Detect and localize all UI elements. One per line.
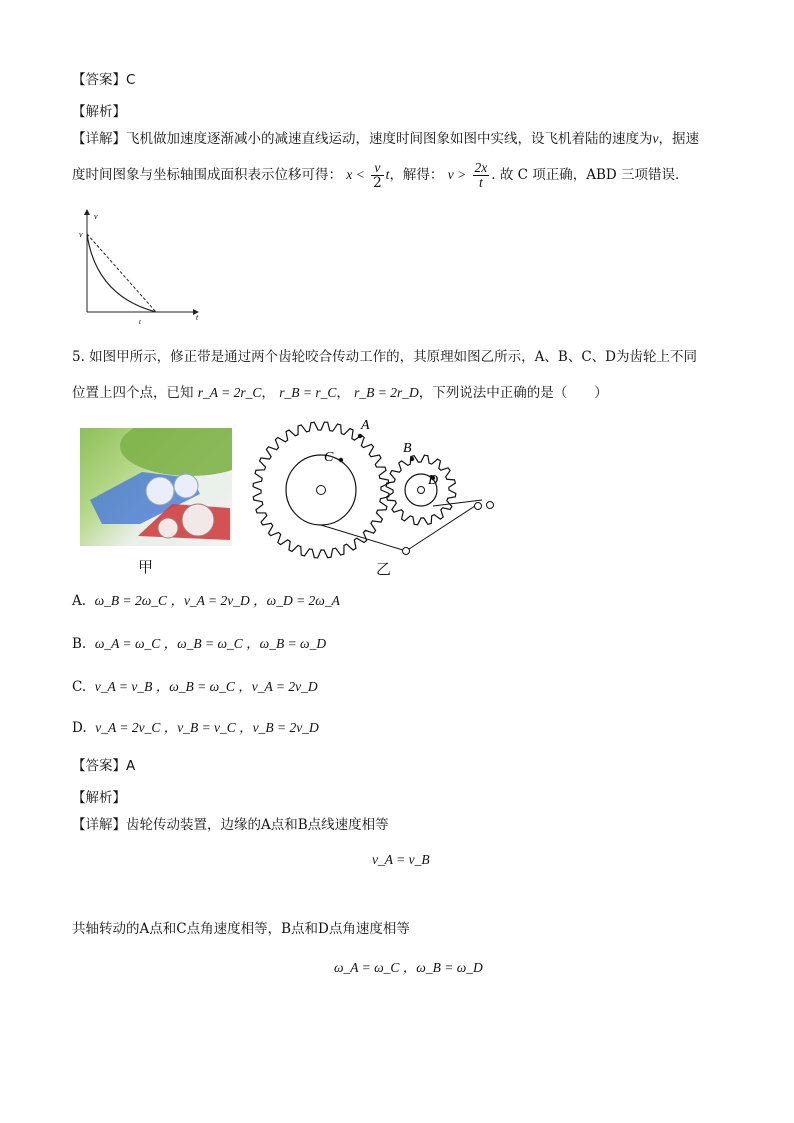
small-gear-axle xyxy=(418,487,425,494)
option-b-label: B. xyxy=(72,636,87,652)
option-b[interactable] xyxy=(72,633,326,655)
caption-jia: 甲 xyxy=(138,558,154,576)
label-c: C xyxy=(324,450,334,465)
option-a-text: ω_B = 2ω_C ，v_A = 2v_D ，ω_D = 2ω_A xyxy=(94,593,340,608)
given-1: r_A = 2r_C xyxy=(197,385,262,400)
dashed-uniform-line xyxy=(87,234,156,312)
detail-line-2-q4 xyxy=(72,157,689,193)
fraction-v-over-2: $\frac{v}{2}$ xyxy=(373,160,382,191)
analysis-heading-q5: 【解析】 xyxy=(72,790,126,806)
detail-line-1-q5 xyxy=(72,814,389,836)
t0-label: t xyxy=(139,318,141,326)
label-a: A xyxy=(361,418,370,433)
equation-va-vb: v_A = v_B xyxy=(372,852,430,867)
answer-value-q5: A xyxy=(126,758,136,774)
correction-tape-illustration xyxy=(80,428,232,546)
v0-label: v xyxy=(79,230,83,239)
option-c-text: v_A = v_B ，ω_B = ω_C ，v_A = 2v_D xyxy=(94,679,318,694)
point-a-dot xyxy=(358,434,362,438)
detail-text-1-end: ，据速 xyxy=(658,131,699,147)
answer-value: C xyxy=(126,72,136,88)
tape-roller-1 xyxy=(403,548,410,555)
detail-line-1-q4 xyxy=(72,128,699,150)
detail-text-2c: . 故 C 项正确，ABD 三项错误． xyxy=(491,167,689,183)
tape-segment-1 xyxy=(321,525,406,551)
inequality-2-lhs: v > xyxy=(447,167,467,182)
option-a[interactable] xyxy=(72,590,340,612)
option-d-text: v_A = 2v_C ，v_B = v_C ，v_B = 2v_D xyxy=(95,720,319,735)
detail-text-2b: ，解得： xyxy=(389,167,444,183)
inequality-1-t: t xyxy=(385,167,390,182)
tape-segment-2 xyxy=(406,504,478,551)
analysis-tag-q5: 解析 xyxy=(85,790,113,806)
detail-line-2-q5: 共轴转动的A点和C点角速度相等，B点和D点角速度相等 xyxy=(72,921,410,937)
large-gear-axle xyxy=(317,486,326,495)
option-b-text: ω_A = ω_C ，ω_B = ω_C ，ω_B = ω_D xyxy=(94,636,327,651)
small-gear xyxy=(386,455,456,525)
given-3: r_B = 2r_D xyxy=(354,385,419,400)
point-b-dot xyxy=(410,457,414,461)
detail-text-2a: 度时间图象与坐标轴围成面积表示位移可得： xyxy=(72,167,342,183)
answer-tag-q5: 【答案】 xyxy=(72,758,126,774)
detail-text-1: 飞机做加速度逐渐减小的减速直线运动，速度时间图象如图中实线，设飞机着陆的速度为 xyxy=(126,131,653,147)
y-axis-label: v xyxy=(94,212,98,221)
answer-line-q4 xyxy=(72,68,135,88)
option-a-label: A. xyxy=(72,593,87,609)
stem-text-a: 位置上四个点，已知 xyxy=(72,385,194,401)
x-axis-label: t xyxy=(196,313,199,322)
given-2: r_B = r_C xyxy=(279,385,337,400)
large-gear xyxy=(253,422,389,558)
equation-omega: ω_A = ω_C ，ω_B = ω_D xyxy=(334,960,483,975)
correction-tape-photo xyxy=(80,428,232,546)
label-b: B xyxy=(403,441,412,456)
gear-diagram xyxy=(250,416,510,576)
analysis-tag: 解析 xyxy=(85,104,113,120)
fraction-2x-over-t: $\frac{2x}{t}$ xyxy=(474,160,488,190)
option-d-label: D. xyxy=(72,720,87,736)
stem-text-b: ，下列说法中正确的是（ ） xyxy=(418,385,608,401)
tape-roller-2 xyxy=(475,503,482,510)
answer-line-q5 xyxy=(72,754,135,774)
velocity-time-graph xyxy=(76,206,208,326)
caption-yi: 乙 xyxy=(376,560,392,578)
inner-circle-c xyxy=(286,455,356,525)
detail-text-q5-1: 齿轮传动装置，边缘的A点和B点线速度相等 xyxy=(126,817,389,833)
smallGear-teeth xyxy=(386,455,456,525)
detail-tag: 【详解】 xyxy=(72,131,126,147)
option-d[interactable] xyxy=(72,717,319,739)
detail-tag-q5: 【详解】 xyxy=(72,817,126,833)
option-c[interactable] xyxy=(72,676,318,698)
detail-var-v: v xyxy=(652,131,659,146)
point-c-dot xyxy=(339,458,343,462)
q5-stem-line-1: 5. 如图甲所示，修正带是通过两个齿轮咬合传动工作的，其原理如图乙所示，A、B、C、D为齿轮上不同 xyxy=(72,349,697,365)
bigGear-teeth xyxy=(253,422,389,558)
analysis-heading-q4: 【解析】 xyxy=(72,104,126,120)
tape-roller-3 xyxy=(487,502,494,509)
option-c-label: C. xyxy=(72,679,87,695)
inequality-1-lhs: x < xyxy=(346,167,365,182)
answer-tag: 【答案】 xyxy=(72,72,126,88)
label-d: D xyxy=(428,473,439,488)
q5-stem-line-2: 位置上四个点，已知 r_A = 2r_C， r_B = r_C， r_B = 2r_D，下列说法中正确的是（ ） xyxy=(72,385,608,401)
